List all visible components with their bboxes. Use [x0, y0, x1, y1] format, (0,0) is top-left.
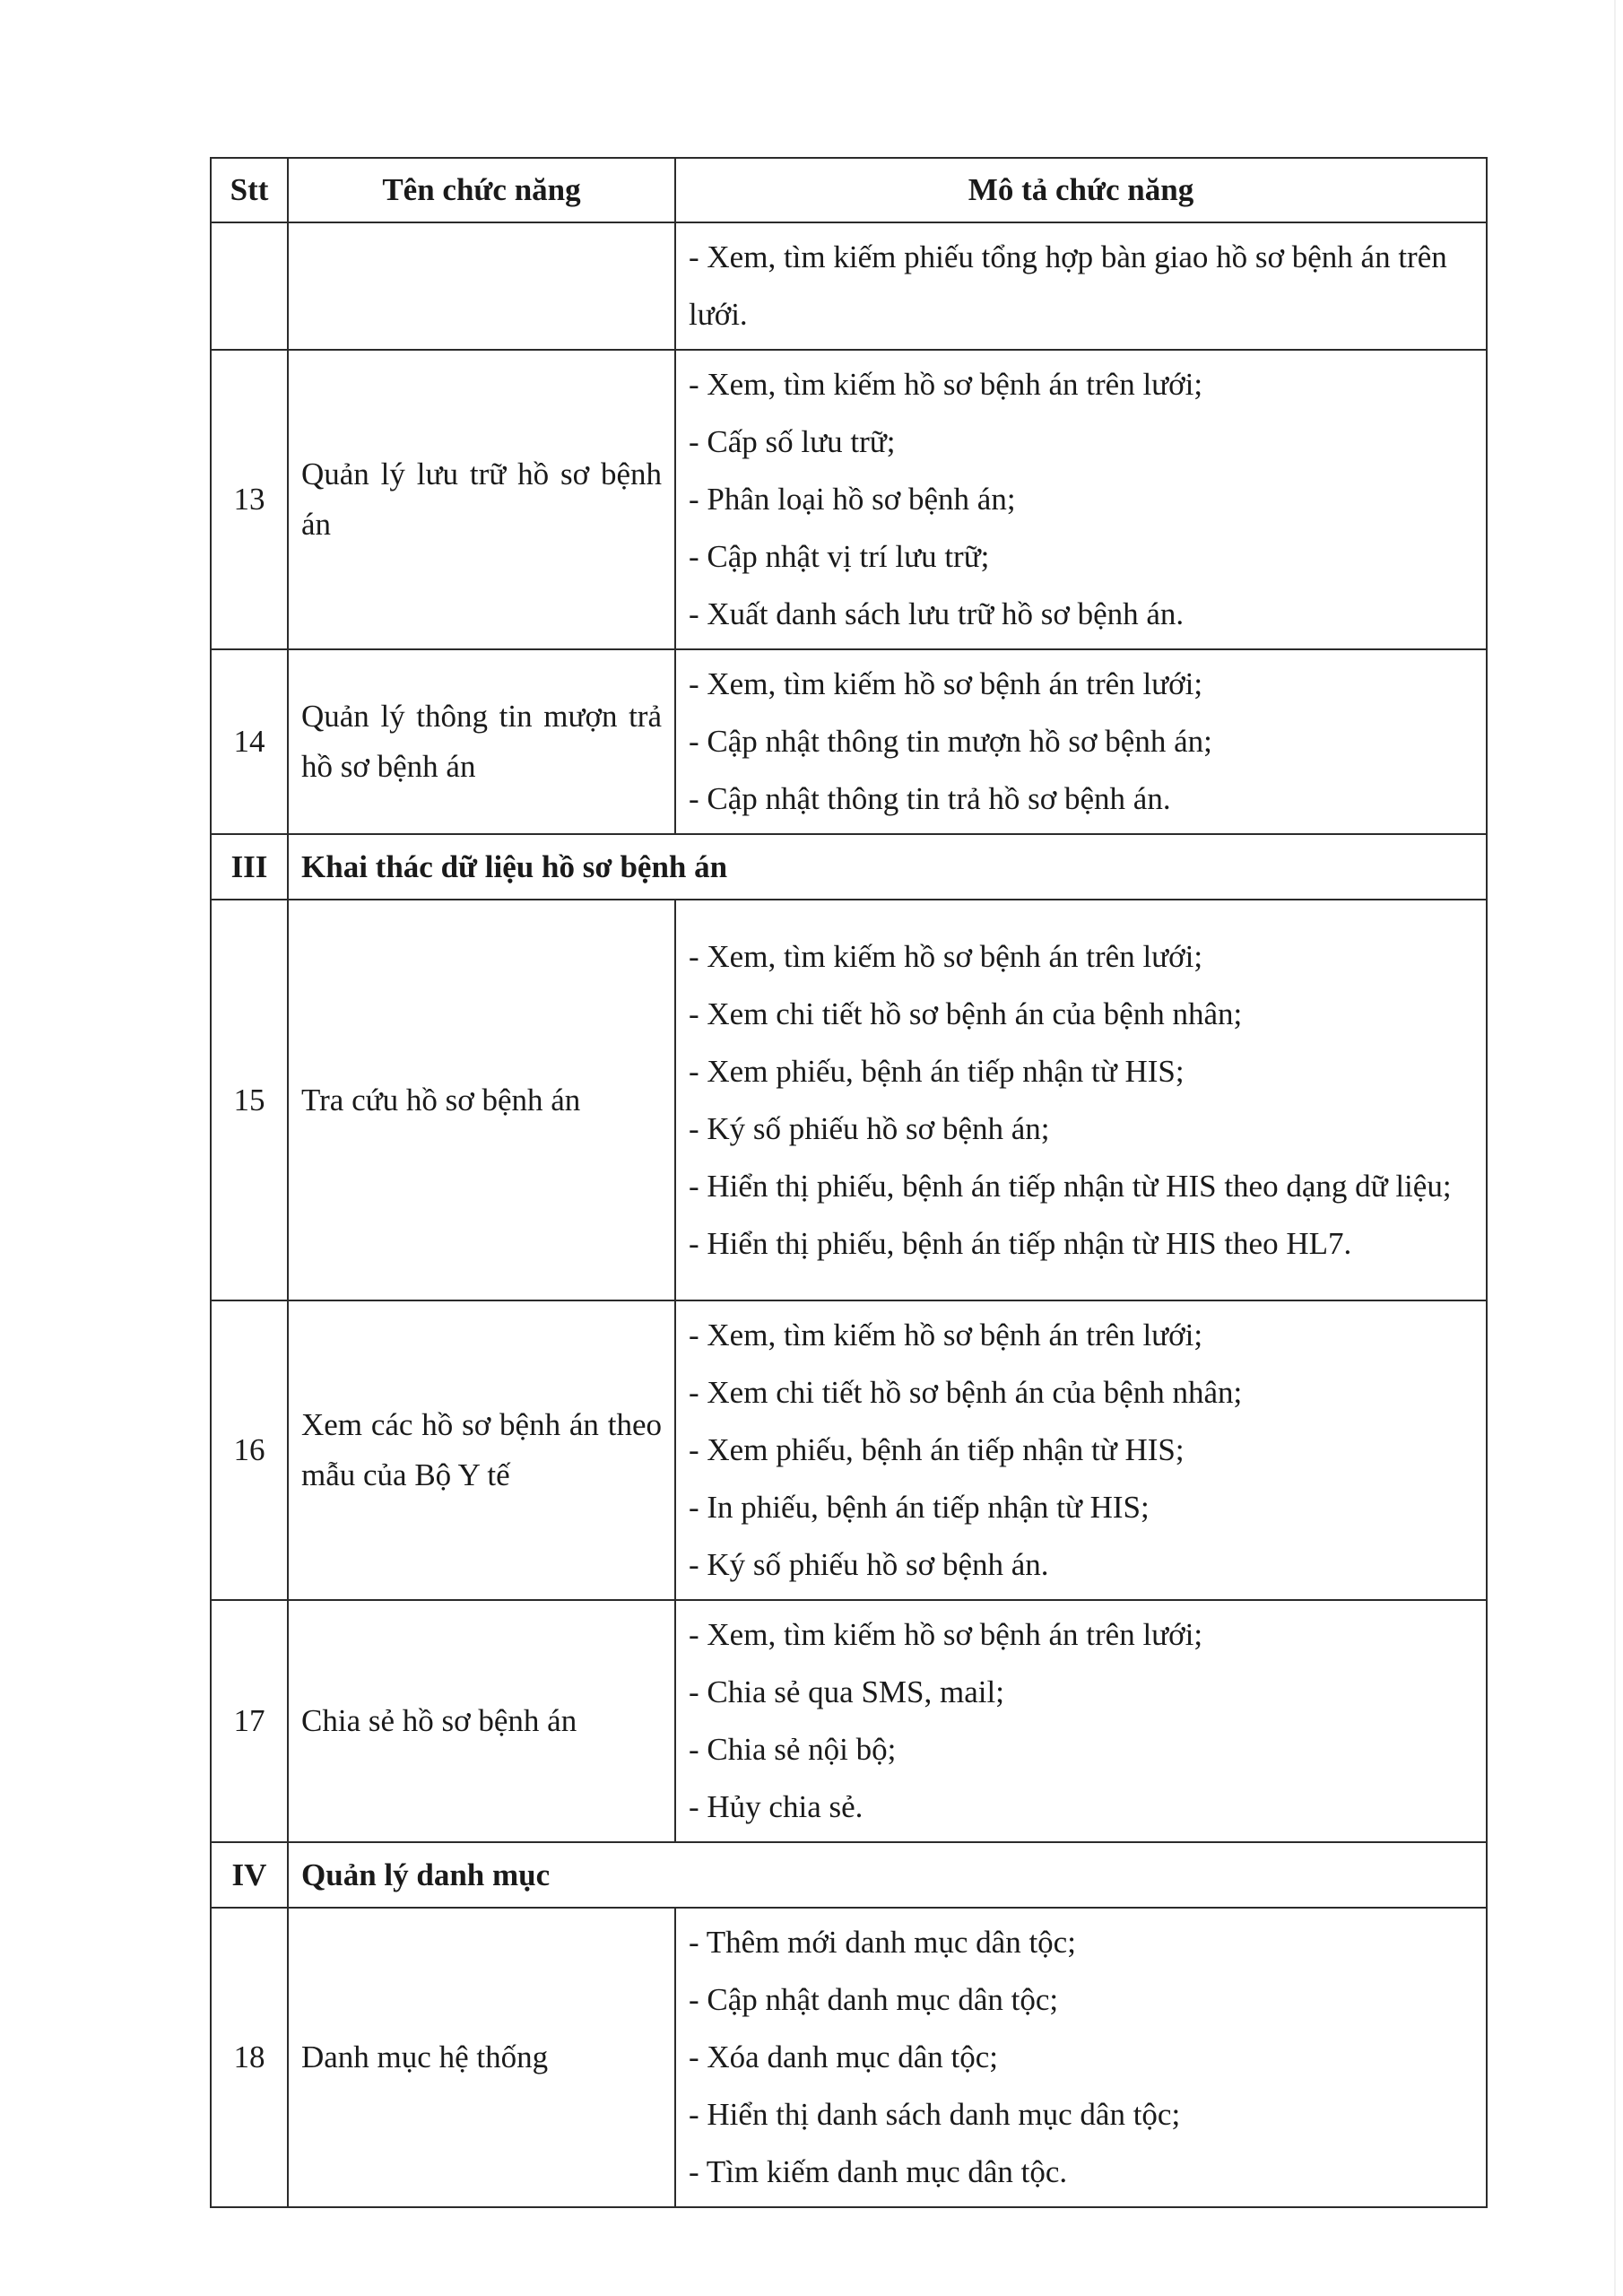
description-item: - Xem, tìm kiếm hồ sơ bệnh án trên lưới;: [689, 1318, 1203, 1352]
table-row-continuation: [211, 222, 1487, 350]
row-stt: 18: [211, 1908, 288, 2207]
section-title: Quản lý danh mục: [288, 1842, 1487, 1908]
row-function-name: Tra cứu hồ sơ bệnh án: [288, 900, 675, 1300]
row-function-name: Quản lý thông tin mượn trả hồ sơ bệnh án: [288, 649, 675, 834]
section-row-iv: [211, 1842, 1487, 1908]
function-table: [210, 157, 1488, 2208]
description-item: - Hiển thị danh sách danh mục dân tộc;: [689, 2097, 1181, 2132]
description-item: - Cập nhật danh mục dân tộc;: [689, 1982, 1059, 2017]
description-item: - Hiển thị phiếu, bệnh án tiếp nhận từ HIS theo HL7.: [689, 1225, 1352, 1261]
description-item: - Hủy chia sẻ.: [689, 1789, 864, 1824]
description-item: - Xóa danh mục dân tộc;: [689, 2039, 999, 2074]
row-function-description: [675, 649, 1487, 834]
section-title: Khai thác dữ liệu hồ sơ bệnh án: [288, 834, 1487, 900]
description-item: - Cập nhật vị trí lưu trữ;: [689, 539, 990, 574]
description-item: - Cập nhật thông tin trả hồ sơ bệnh án.: [689, 781, 1171, 816]
table-row-16: [211, 1300, 1487, 1600]
description-item: - Thêm mới danh mục dân tộc;: [689, 1925, 1076, 1960]
description-item: - Xem phiếu, bệnh án tiếp nhận từ HIS;: [689, 1432, 1185, 1467]
header-stt: Stt: [211, 158, 288, 222]
header-function-name: Tên chức năng: [288, 158, 675, 222]
row-function-description: [675, 1908, 1487, 2207]
description-item: - Xem, tìm kiếm phiếu tổng hợp bàn giao hồ sơ bệnh án trên lưới.: [689, 239, 1447, 332]
table-header-row: [211, 158, 1487, 222]
row-stt: 14: [211, 649, 288, 834]
row-stt: 17: [211, 1600, 288, 1842]
description-item: - Tìm kiếm danh mục dân tộc.: [689, 2154, 1068, 2189]
scan-edge: [1614, 0, 1616, 2296]
description-item: - Phân loại hồ sơ bệnh án;: [689, 482, 1016, 517]
table-row-15: [211, 900, 1487, 1300]
description-item: - Hiển thị phiếu, bệnh án tiếp nhận từ HIS theo dạng dữ liệu;: [689, 1168, 1452, 1204]
description-item: - Xem chi tiết hồ sơ bệnh án của bệnh nhân;: [689, 996, 1243, 1031]
row-function-description: [675, 222, 1487, 350]
row-function-name: Xem các hồ sơ bệnh án theo mẫu của Bộ Y tế: [288, 1300, 675, 1600]
description-item: - Chia sẻ qua SMS, mail;: [689, 1674, 1004, 1709]
section-number: IV: [211, 1842, 288, 1908]
description-item: - Xem, tìm kiếm hồ sơ bệnh án trên lưới;: [689, 938, 1203, 974]
row-stt: 15: [211, 900, 288, 1300]
description-item: - Chia sẻ nội bộ;: [689, 1732, 897, 1767]
description-item: - Xem, tìm kiếm hồ sơ bệnh án trên lưới;: [689, 1617, 1203, 1652]
description-item: - In phiếu, bệnh án tiếp nhận từ HIS;: [689, 1490, 1150, 1525]
section-number: III: [211, 834, 288, 900]
row-function-name: Chia sẻ hồ sơ bệnh án: [288, 1600, 675, 1842]
description-item: - Xem phiếu, bệnh án tiếp nhận từ HIS;: [689, 1053, 1185, 1089]
row-stt: 16: [211, 1300, 288, 1600]
table-row-13: [211, 350, 1487, 649]
table-row-18: [211, 1908, 1487, 2207]
description-item: - Cấp số lưu trữ;: [689, 424, 896, 459]
table-row-17: [211, 1600, 1487, 1842]
row-function-name: Danh mục hệ thống: [288, 1908, 675, 2207]
row-function-description: [675, 1600, 1487, 1842]
header-function-description: Mô tả chức năng: [675, 158, 1487, 222]
description-item: - Ký số phiếu hồ sơ bệnh án.: [689, 1547, 1049, 1582]
section-row-iii: [211, 834, 1487, 900]
description-item: - Xem, tìm kiếm hồ sơ bệnh án trên lưới;: [689, 367, 1203, 402]
table-row-14: [211, 649, 1487, 834]
description-item: - Cập nhật thông tin mượn hồ sơ bệnh án;: [689, 724, 1212, 759]
row-function-name: Quản lý lưu trữ hồ sơ bệnh án: [288, 350, 675, 649]
row-function-name: [288, 222, 675, 350]
row-stt: 13: [211, 350, 288, 649]
row-function-description: [675, 1300, 1487, 1600]
description-item: - Xuất danh sách lưu trữ hồ sơ bệnh án.: [689, 596, 1185, 631]
row-stt: [211, 222, 288, 350]
row-function-description: [675, 900, 1487, 1300]
row-function-description: [675, 350, 1487, 649]
description-item: - Xem chi tiết hồ sơ bệnh án của bệnh nhân;: [689, 1375, 1243, 1410]
description-item: - Xem, tìm kiếm hồ sơ bệnh án trên lưới;: [689, 666, 1203, 701]
description-item: - Ký số phiếu hồ sơ bệnh án;: [689, 1110, 1050, 1146]
